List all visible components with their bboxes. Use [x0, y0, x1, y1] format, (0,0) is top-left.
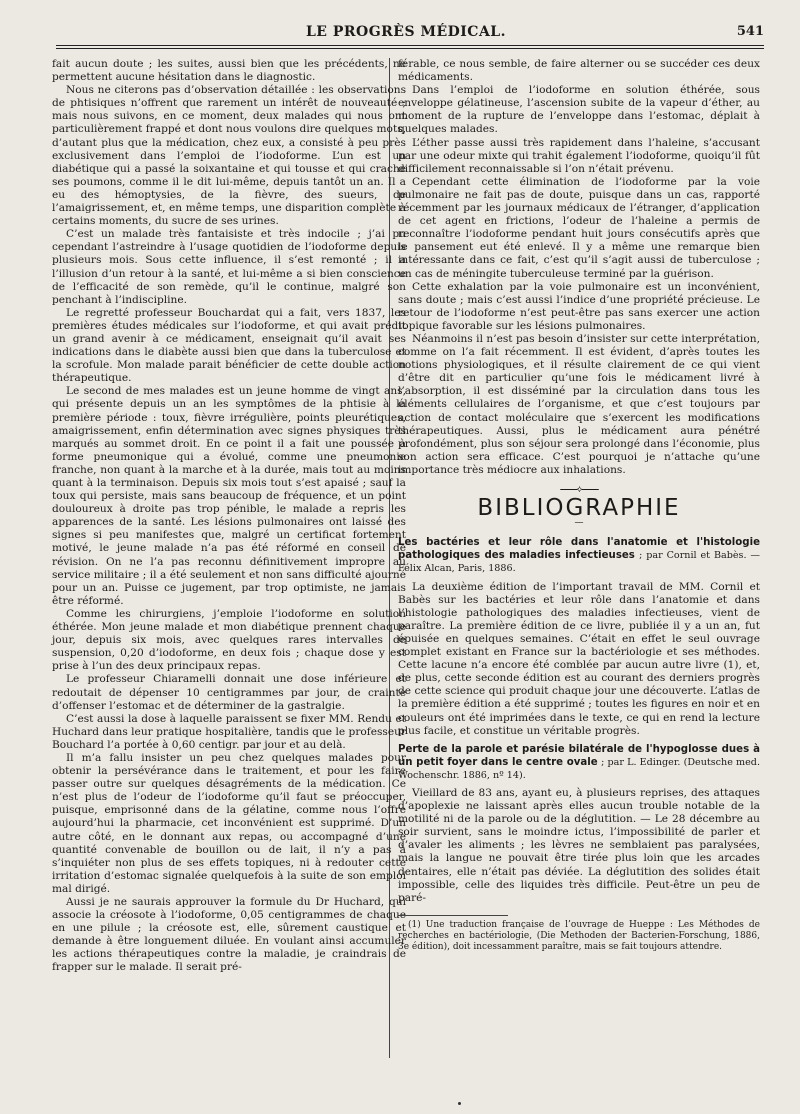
reference-title: Les bactéries et leur rôle dans l'anatomie et l'histologie pathologiques des maladies infectieuses	[398, 537, 760, 562]
left-column	[52, 58, 406, 975]
ornament-divider: ⎯⎯⎯⎯⟡⎯⎯⎯⎯	[560, 484, 598, 495]
paragraph: C’est un malade très fantaisiste et très indocile ; j’ai pu cependant l’astreindre à l’usage quotidien de l’iodoforme depuis plusieurs mois. Sous cette influence, il s’est remonté ; il a l’illusion d’un retour à la santé, et lui-même a si bien conscience de l’efficacité de son remède, qu’il le continue, malgré son penchant à l’indiscipline.	[52, 228, 406, 306]
paragraph: Cette exhalation par la voie pulmonaire est un inconvénient, sans doute ; mais c’est aussi l’indice d’une propriété précieuse. Le retour de l’iodoforme n’est peut-être pas sans exercer une action topique favorable sur les lésions pulmonaires.	[398, 280, 760, 332]
review-body: La deuxième édition de l’important travail de MM. Cornil et Babès sur les bactéries et leur rôle dans l’anatomie et dans l’histologie pathologiques des maladies infectieuses, vient de paraître. La première édition de ce livre, publiée il y a un an, fut épuisée en quelques semaines. C’était en effet le seul ouvrage complet existant en France sur la bactériologie et ses méthodes. Cette lacune n’a encore été comblée par aucun autre livre (1), et, de plus, cette seconde édition est au courant des derniers progrès de cette science qui produit chaque jour une découverte. L’atlas de la première édition a été supprimé ; toutes les figures en noir et en couleurs ont été imprimées dans le texte, ce qui en rend la lecture plus facile, et constitue un véritable progrès.	[398, 580, 760, 737]
paragraph: Cependant cette élimination de l’iodoforme par la voie pulmonaire ne fait pas de doute, puisque dans un cas, rapporté récemment par les journaux médicaux de l’étranger, d’application de cet agent en frictions, l’odeur de l’haleine a permis de reconnaître l’iodoforme pendant huit jours consécutifs après que le pansement eut été enlevé. Il y a même une remarque bien intéressante dans ce fait, c’est qu’il s’agit aussi de tuberculose ; un cas de méningite tuberculeuse terminé par la guérison.	[398, 175, 760, 280]
footnote-rule	[398, 915, 508, 916]
section-title: BIBLIOGRAPHIE	[477, 495, 681, 522]
reference-title: Perte de la parole et parésie bilatérale de l'hypoglosse dues à un petit foyer dans le centre ovale	[398, 743, 760, 768]
footnote: (1) Une traduction française de l’ouvrage de Hueppe : Les Méthodes de recherches en bactériologie, (Die Methoden der Bacterien-Forschung, 1886, 3e édition), doit incessamment paraître, mais se fait toujours attendre.	[398, 919, 760, 952]
reference-meta: ; par L. Edinger. (Deutsche med. Wochenschr. 1886, nº 14).	[398, 756, 760, 781]
paragraph: fait aucun doute ; les suites, aussi bien que les précédents, ne permettent aucune hésitation dans le diagnostic.	[52, 58, 406, 84]
paragraph: Comme les chirurgiens, j’emploie l’iodoforme en solution éthérée. Mon jeune malade et mon diabétique prennent chaque jour, depuis six mois, avec quelques rares intervalles de suspension, 0,20 d’iodoforme, en deux fois ; chaque dose y est prise à l’un des deux principaux repas.	[52, 607, 406, 673]
paragraph: Néanmoins il n’est pas besoin d’insister sur cette interprétation, comme on l’a fait récemment. Il est évident, d’après toutes les notions physiologiques, et il résulte clairement de ce qui vient d’être dit en particulier qu’une fois le médicament livré à l’absorption, il est disséminé par la circulation dans tous les éléments cellulaires de l’organisme, et que c’est toujours par action de contact moléculaire que s’exercent les modifications thérapeutiques. Aussi, plus le médicament aura pénétré profondément, plus son séjour sera prolongé dans l’économie, plus son action sera efficace. C’est pourquoi je n’attache qu’une importance très médiocre aux inhalations.	[398, 332, 760, 476]
running-header	[48, 22, 764, 46]
paragraph: Nous ne citerons pas d’observation détaillée : les observations de phtisiques n’offrent que rarement un intérêt de nouveauté ; mais nous suivons, en ce moment, deux malades qui nous ont particulièrement frappé et dont nous voulons dire quelques mots, d’autant plus que la médication, chez eux, a consisté à peu près exclusivement dans l’emploi de l’iodoforme. L’un est un diabétique qui a passé la soixantaine et qui tousse et qui crache ses poumons, comme il le dit lui-même, depuis tantôt un an. Il a eu des hémoptysies, de la fièvre, des sueurs, de l’amaigrissement, et, en même temps, une disparition complète à certains moments, du sucre de ses urines.	[52, 84, 406, 228]
paragraph: Le professeur Chiaramelli donnait une dose inférieure et redoutait de dépenser 10 centigrammes par jour, de crainte d’offenser l’estomac et de déterminer de la gastralgie.	[52, 673, 406, 712]
reference-meta: ; par Cornil et Babès. — Félix Alcan, Paris, 1886.	[398, 550, 760, 575]
paragraph: L’éther passe aussi très rapidement dans l’haleine, s’accusant par une odeur mixte qui trahit également l’iodoforme, quoiqu’il fût difficilement reconnaissable si l’on n’était prévenu.	[398, 136, 760, 175]
paragraph: férable, ce nous semble, de faire alterner ou se succéder ces deux médicaments.	[398, 58, 760, 84]
header-rule	[56, 45, 764, 46]
page-mark	[458, 1102, 461, 1105]
paragraph: Le regretté professeur Bouchardat qui a fait, vers 1837, les premières études médicales sur l’iodoforme, et qui avait prédit un grand avenir à ce médicament, enseignait qu’il avait ses indications dans le diabète aussi bien que dans la tuberculose et la scrofule. Mon malade parait bénéficier de cette double action thérapeutique.	[52, 306, 406, 385]
page-number: 541	[736, 24, 764, 39]
paragraph: Il m’a fallu insister un peu chez quelques malades pour obtenir la persévérance dans le traitement, et pour les faire passer outre sur quelques désagréments de la médication. Ce n’est plus de l’odeur de l’iodoforme qu’il faut se préoccuper, puisque, emprisonné dans de la gélatine, comme nous l’offre aujourd’hui la pharmacie, cet inconvénient est supprimé. D’un autre côté, en le donnant aux repas, ou accompagné d’une quantité convenable de bouillon ou de lait, il n’y a pas à s’inquiéter non plus de ses effets topiques, ni à redouter cette irritation d’estomac signalée quelquefois à la suite de son emploi mal dirigé.	[52, 751, 406, 895]
journal-title: LE PROGRÈS MÉDICAL.	[305, 24, 507, 40]
paragraph: Dans l’emploi de l’iodoforme en solution éthérée, sous enveloppe gélatineuse, l’ascension subite de la vapeur d’éther, au moment de la rupture de l’enveloppe dans l’estomac, déplait à quelques malades.	[398, 84, 760, 136]
paragraph: C’est aussi la dose à laquelle paraissent se fixer MM. Rendu et Huchard dans leur pratique hospitalière, tandis que le professeur Bouchard l’a portée à 0,60 centigr. par jour et au delà.	[52, 712, 406, 751]
paragraph: Le second de mes malades est un jeune homme de vingt ans, qui présente depuis un an les symptômes de la phtisie à la première période : toux, fièvre irrégulière, points pleurétiques, amaigrissement, enfin détermination avec signes physiques très marqués au sommet droit. En ce point il a fait une poussée à forme pneumonique qui a évolué, comme une pneumonie franche, non quant à la marche et à la durée, mais tout au moins quant à la terminaison. Depuis six mois tout s’est apaisé ; sauf la toux qui persiste, mais sans beaucoup de fréquence, et un point douloureux à droite pas trop pénible, le malade a repris les apparences de la santé. Les lésions pulmonaires ont laissé des signes si peu manifestes que, malgré un certificat fortement motivé, le jeune malade n’a pas été réformé en conseil de révision. On ne l’a pas reconnu définitivement impropre au service militaire ; il a été seulement et non sans difficulté ajourné pour un an. Puisse ce jugement, par trop optimiste, ne jamais être réformé.	[52, 385, 406, 607]
reference-heading	[398, 743, 760, 782]
reference-heading	[398, 536, 760, 575]
header-rule-double	[56, 48, 764, 49]
right-column	[398, 58, 760, 953]
title-dash: —	[574, 518, 584, 529]
paragraph: Aussi je ne saurais approuver la formule du Dr Huchard, qui associe la créosote à l’iodoforme, 0,05 centigrammes de chaque en une pilule ; la créosote est, elle, sûrement caustique et demande à être longuement diluée. En voulant ainsi accumuler les actions thérapeutiques contre la maladie, je craindrais de frapper sur le malade. Il serait pré-	[52, 896, 406, 974]
review-body: Vieillard de 83 ans, ayant eu, à plusieurs reprises, des attaques d’apoplexie ne laissant après elles aucun trouble notable de la motilité ni de la parole ou de la déglutition. — Le 28 décembre au soir survient, sans le moindre ictus, l’impossibilité de parler et d’avaler les aliments ; les lèvres ne semblaient pas paralysées, mais la langue ne pouvait être tirée plus loin que les arcades dentaires, elle n’était pas déviée. La déglutition des solides était impossible, celle des liquides très difficile. Peut-être un peu de paré-	[398, 786, 760, 904]
